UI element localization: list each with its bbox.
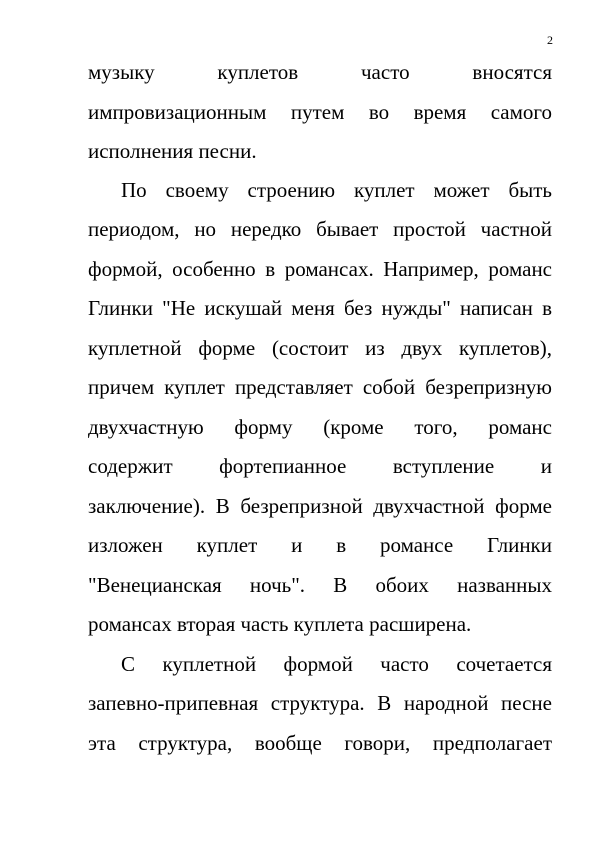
text-line: эта структура, вообще говори, предполагает bbox=[88, 731, 552, 755]
text-line: причем куплет представляет собой безрепризную bbox=[88, 375, 552, 399]
text-line: запевно-припевная структура. В народной песне bbox=[88, 691, 552, 715]
page-number: 2 bbox=[547, 33, 553, 47]
text-line: двухчастную форму (кроме того, романс bbox=[88, 415, 552, 439]
text-line: музыку куплетов часто вносятся bbox=[88, 60, 552, 84]
text-line: С куплетной формой часто сочетается bbox=[121, 652, 552, 676]
text-line: изложен куплет и в романсе Глинки bbox=[88, 533, 552, 557]
text-line: Глинки "Не искушай меня без нужды" написан в bbox=[88, 296, 552, 320]
text-line: "Венецианская ночь". В обоих названных bbox=[88, 573, 552, 597]
text-line: периодом, но нередко бывает простой частной bbox=[88, 217, 552, 241]
text-line: куплетной форме (состоит из двух куплетов), bbox=[88, 336, 552, 360]
text-line: содержит фортепианное вступление и bbox=[88, 454, 552, 478]
text-line: формой, особенно в романсах. Например, романс bbox=[88, 257, 552, 281]
text-line: романсах вторая часть куплета расширена. bbox=[88, 612, 472, 636]
text-line: исполнения песни. bbox=[88, 139, 257, 163]
text-line: заключение). В безрепризной двухчастной форме bbox=[88, 494, 552, 518]
text-line: По своему строению куплет может быть bbox=[121, 178, 552, 202]
text-line: импровизационным путем во время самого bbox=[88, 100, 552, 124]
